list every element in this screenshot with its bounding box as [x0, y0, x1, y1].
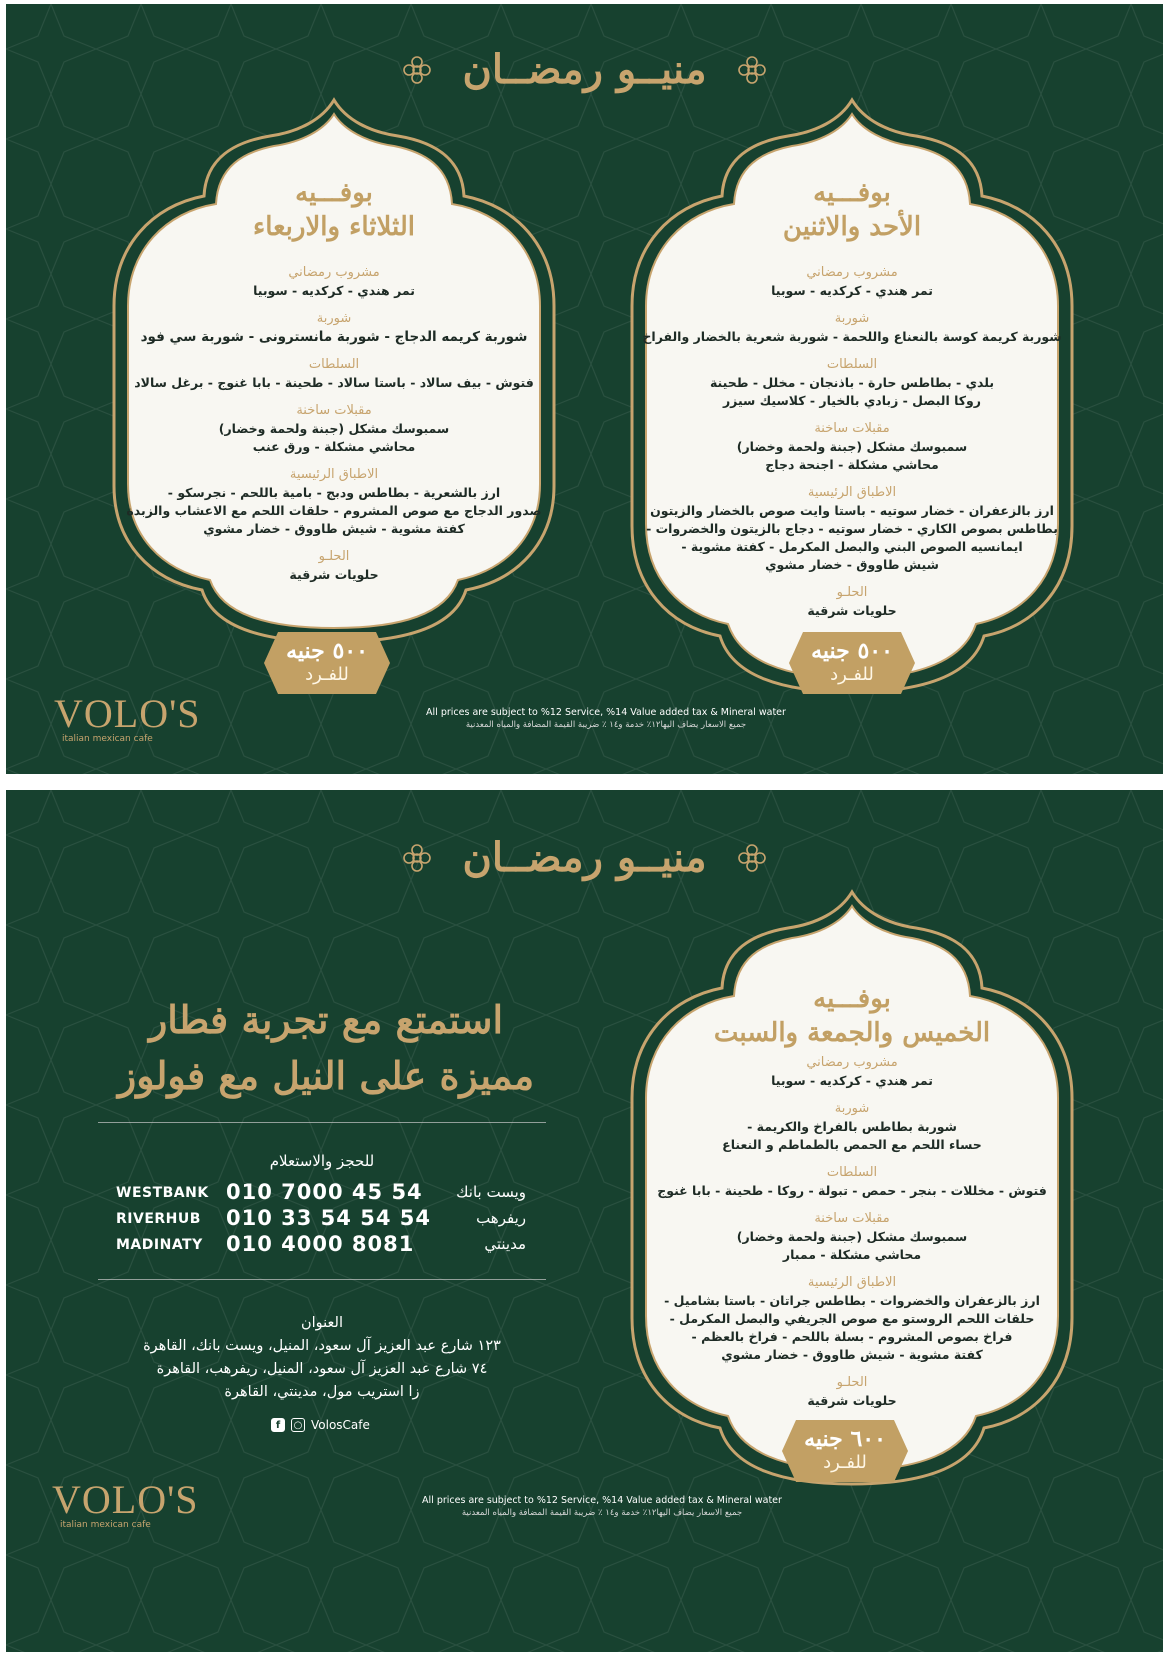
section-title: مشروب رمضاني	[288, 265, 380, 280]
menu-title: منيــو رمضــان	[462, 834, 707, 881]
address-block	[98, 1312, 546, 1404]
section-title: مشروب رمضاني	[806, 265, 898, 280]
instagram-icon[interactable]: ○	[291, 1418, 305, 1432]
menu-title: منيــو رمضــان	[462, 46, 707, 93]
branch-phone[interactable]: 010 33 54 54 54	[226, 1206, 431, 1230]
menu-item: حلويات شرقية	[807, 1393, 897, 1408]
price-disclaimer	[366, 706, 846, 732]
reservation-title: للحجز والاستعلام	[269, 1152, 375, 1170]
branch-row-westbank	[116, 1180, 526, 1206]
menu-item: تمر هندي - كركديه - سوبيا	[771, 283, 933, 298]
menu-item: بطاطس بصوص الكاري - خضار سوتيه - دجاج بالزيتون والخضروات -	[646, 521, 1058, 536]
address-line: زا استريب مول، مدينتي، القاهرة	[224, 1384, 420, 1400]
menu-card-sunday-monday	[612, 96, 1092, 696]
menu-item: فراخ بصوص المشروم - بسلة باللحم - فراخ بالعظم -	[691, 1329, 1013, 1344]
menu-item: شيش طاووق - خضار مشوي	[765, 557, 939, 572]
buffet-label: بوفـــيه	[295, 178, 373, 208]
section-title: السلطات	[826, 1165, 878, 1180]
rosette-icon	[735, 53, 769, 87]
brand-logo	[52, 1477, 199, 1530]
price-disclaimer	[362, 1494, 842, 1520]
price-badge	[782, 1420, 908, 1482]
buffet-days: الثلاثاء والاربعاء	[252, 212, 416, 242]
branch-phone[interactable]: 010 7000 45 54	[226, 1180, 423, 1204]
menu-panel-top	[6, 4, 1163, 774]
section-title: مقبلات ساخنة	[296, 403, 372, 418]
menu-item: فتوش - بيف سالاد - باستا سالاد - طحينة - بابا غنوج - برغل سالاد	[134, 375, 534, 390]
rosette-icon	[735, 841, 769, 875]
menu-item: كفتة مشوية - شيش طاووق - خضار مشوي	[203, 521, 465, 536]
branch-name-ar: ريفرهب	[476, 1209, 526, 1227]
branch-name-ar: مدينتي	[484, 1235, 526, 1253]
address-line: ١٢٣ شارع عبد العزيز آل سعود، المنيل، ويست بانك، القاهرة	[143, 1338, 501, 1354]
buffet-label: بوفـــيه	[813, 178, 891, 208]
branch-name-en: WESTBANK	[116, 1185, 209, 1201]
promo-headline	[96, 992, 556, 1104]
buffet-label: بوفـــيه	[813, 984, 891, 1014]
promo-line-2: مميزة على النيل مع فولوز	[117, 1053, 535, 1098]
menu-item: حساء اللحم مع الحمص بالطماطم و النعناع	[722, 1137, 982, 1152]
branch-phone[interactable]: 010 4000 8081	[226, 1232, 415, 1256]
section-title: شوربة	[316, 311, 352, 326]
price-badge	[264, 632, 390, 694]
menu-item: فتوش - مخللات - بنجر - حمص - تبولة - روكا - طحينة - بابا غنوج	[657, 1183, 1047, 1198]
disclaimer-en: All prices are subject to %12 Service, %14 Value added tax & Mineral water	[422, 1495, 782, 1506]
disclaimer-ar: جميع الاسعار يضاف اليها١٢٪ خدمة و١٤ ٪ ضريبة القيمة المضافة والمياه المعدنية	[461, 1508, 743, 1518]
menu-item: محاشي مشكلة - اجنحة دجاج	[765, 457, 939, 472]
menu-item: ارز بالزعفران والخضروات - بطاطس جراتان - باستا بشاميل -	[664, 1293, 1040, 1308]
menu-item: حلويات شرقية	[289, 567, 379, 582]
menu-item: روكا البصل - زبادي بالخيار - كلاسيك سيزر	[722, 393, 982, 408]
menu-item: شوربة كريمة كوسة بالنعناع واللحمة - شوربة شعرية بالخضار والفراخ	[642, 329, 1062, 344]
menu-item: حلقات اللحم الروستو مع صوص الجريفي والبصل المكرمل -	[669, 1311, 1035, 1326]
section-title: الاطباق الرئيسية	[807, 1275, 897, 1290]
branch-name-en: MADINATY	[116, 1237, 203, 1253]
menu-item: تمر هندي - كركديه - سوبيا	[253, 283, 415, 298]
promo-line-1: استمتع مع تجربة فطار	[148, 997, 504, 1042]
brand-tagline: italian mexican cafe	[60, 1520, 151, 1530]
menu-item: شوربة بطاطس بالفراخ والكريمة -	[747, 1119, 957, 1134]
brand-logo	[54, 691, 201, 744]
section-title: الاطباق الرئيسية	[807, 485, 897, 500]
section-title: الحلـو	[836, 1375, 868, 1390]
disclaimer-ar: جميع الاسعار يضاف اليها١٢٪ خدمة و١٤ ٪ ضريبة القيمة المضافة والمياه المعدنية	[465, 720, 747, 730]
price-amount: ٥٠٠ جنيه	[286, 638, 368, 664]
facebook-icon[interactable]: f	[271, 1418, 285, 1432]
section-title: الحلـو	[836, 585, 868, 600]
brand-name: VOLO'S	[52, 1477, 199, 1522]
price-unit: للفـرد	[830, 664, 874, 685]
price-unit: للفـرد	[305, 664, 349, 685]
rosette-icon	[400, 53, 434, 87]
section-title: السلطات	[308, 357, 360, 372]
menu-item: تمر هندي - كركديه - سوبيا	[771, 1073, 933, 1088]
branch-name-ar: ويست بانك	[456, 1183, 526, 1201]
divider	[98, 1279, 546, 1280]
section-title: الحلـو	[318, 549, 350, 564]
menu-item: ايمانسيه الصوص البني والبصل المكرمل - كفتة مشوية -	[681, 539, 1023, 554]
menu-item: سمبوسك مشكل (جبنة ولحمة وخضار)	[736, 1229, 968, 1244]
brand-tagline: italian mexican cafe	[62, 734, 153, 744]
section-title: مشروب رمضاني	[806, 1055, 898, 1070]
social-handle[interactable]: VolosCafe	[311, 1418, 370, 1432]
menu-panel-bottom	[6, 790, 1163, 1652]
brand-name: VOLO'S	[54, 691, 201, 736]
menu-card-thursday-saturday	[612, 888, 1092, 1488]
social-links	[271, 1418, 370, 1432]
section-title: السلطات	[826, 357, 878, 372]
branch-row-madinaty	[116, 1232, 526, 1258]
menu-item: سمبوسك مشكل (جبنة ولحمة وخضار)	[736, 439, 968, 454]
menu-item: شوربة كريمه الدجاج - شوربة مانسترونى - شوربة سي فود	[140, 329, 528, 345]
menu-title-row	[6, 834, 1163, 881]
rosette-icon	[400, 841, 434, 875]
price-unit: للفـرد	[823, 1452, 867, 1473]
menu-item: ارز بالزعفران - خضار سوتيه - باستا وايت صوص بالخضار والزيتون	[650, 503, 1054, 518]
menu-item: محاشي مشكلة - ممبار	[782, 1247, 922, 1262]
divider	[98, 1122, 546, 1123]
buffet-days: الأحد والاثنين	[782, 212, 922, 242]
price-amount: ٥٠٠ جنيه	[811, 638, 893, 664]
disclaimer-en: All prices are subject to %12 Service, %14 Value added tax & Mineral water	[426, 707, 786, 718]
menu-item: سمبوسك مشكل (جبنة ولحمة وخضار)	[218, 421, 450, 436]
menu-item: ارز بالشعرية - بطاطس ودبج - بامية باللحم - نجرسكو -	[167, 485, 501, 500]
section-title: مقبلات ساخنة	[814, 1211, 890, 1226]
address-title: العنوان	[301, 1315, 343, 1331]
branch-name-en: RIVERHUB	[116, 1211, 201, 1227]
menu-item: صدور الدجاج مع صوص المشروم - حلقات اللحم مع الاعشاب والزبدة	[126, 503, 542, 518]
menu-title-row	[6, 46, 1163, 93]
price-amount: ٦٠٠ جنيه	[804, 1426, 886, 1452]
address-line: ٧٤ شارع عبد العزيز آل سعود، المنيل، ريفرهب، القاهرة	[156, 1361, 488, 1377]
section-title: الاطباق الرئيسية	[289, 467, 379, 482]
section-title: شوربة	[834, 311, 870, 326]
price-badge	[789, 632, 915, 694]
menu-item: بلدي - بطاطس حارة - باذنجان - مخلل - طحينة	[709, 375, 995, 390]
menu-item: كفتة مشوية - شيش طاووق - خضار مشوي	[721, 1347, 983, 1362]
menu-item: حلويات شرقية	[807, 603, 897, 618]
branch-row-riverhub	[116, 1206, 526, 1232]
section-title: مقبلات ساخنة	[814, 421, 890, 436]
buffet-days: الخميس والجمعة والسبت	[713, 1018, 991, 1048]
menu-item: محاشي مشكلة - ورق عنب	[252, 439, 416, 454]
section-title: شوربة	[834, 1101, 870, 1116]
menu-card-tuesday-wednesday	[94, 96, 574, 646]
